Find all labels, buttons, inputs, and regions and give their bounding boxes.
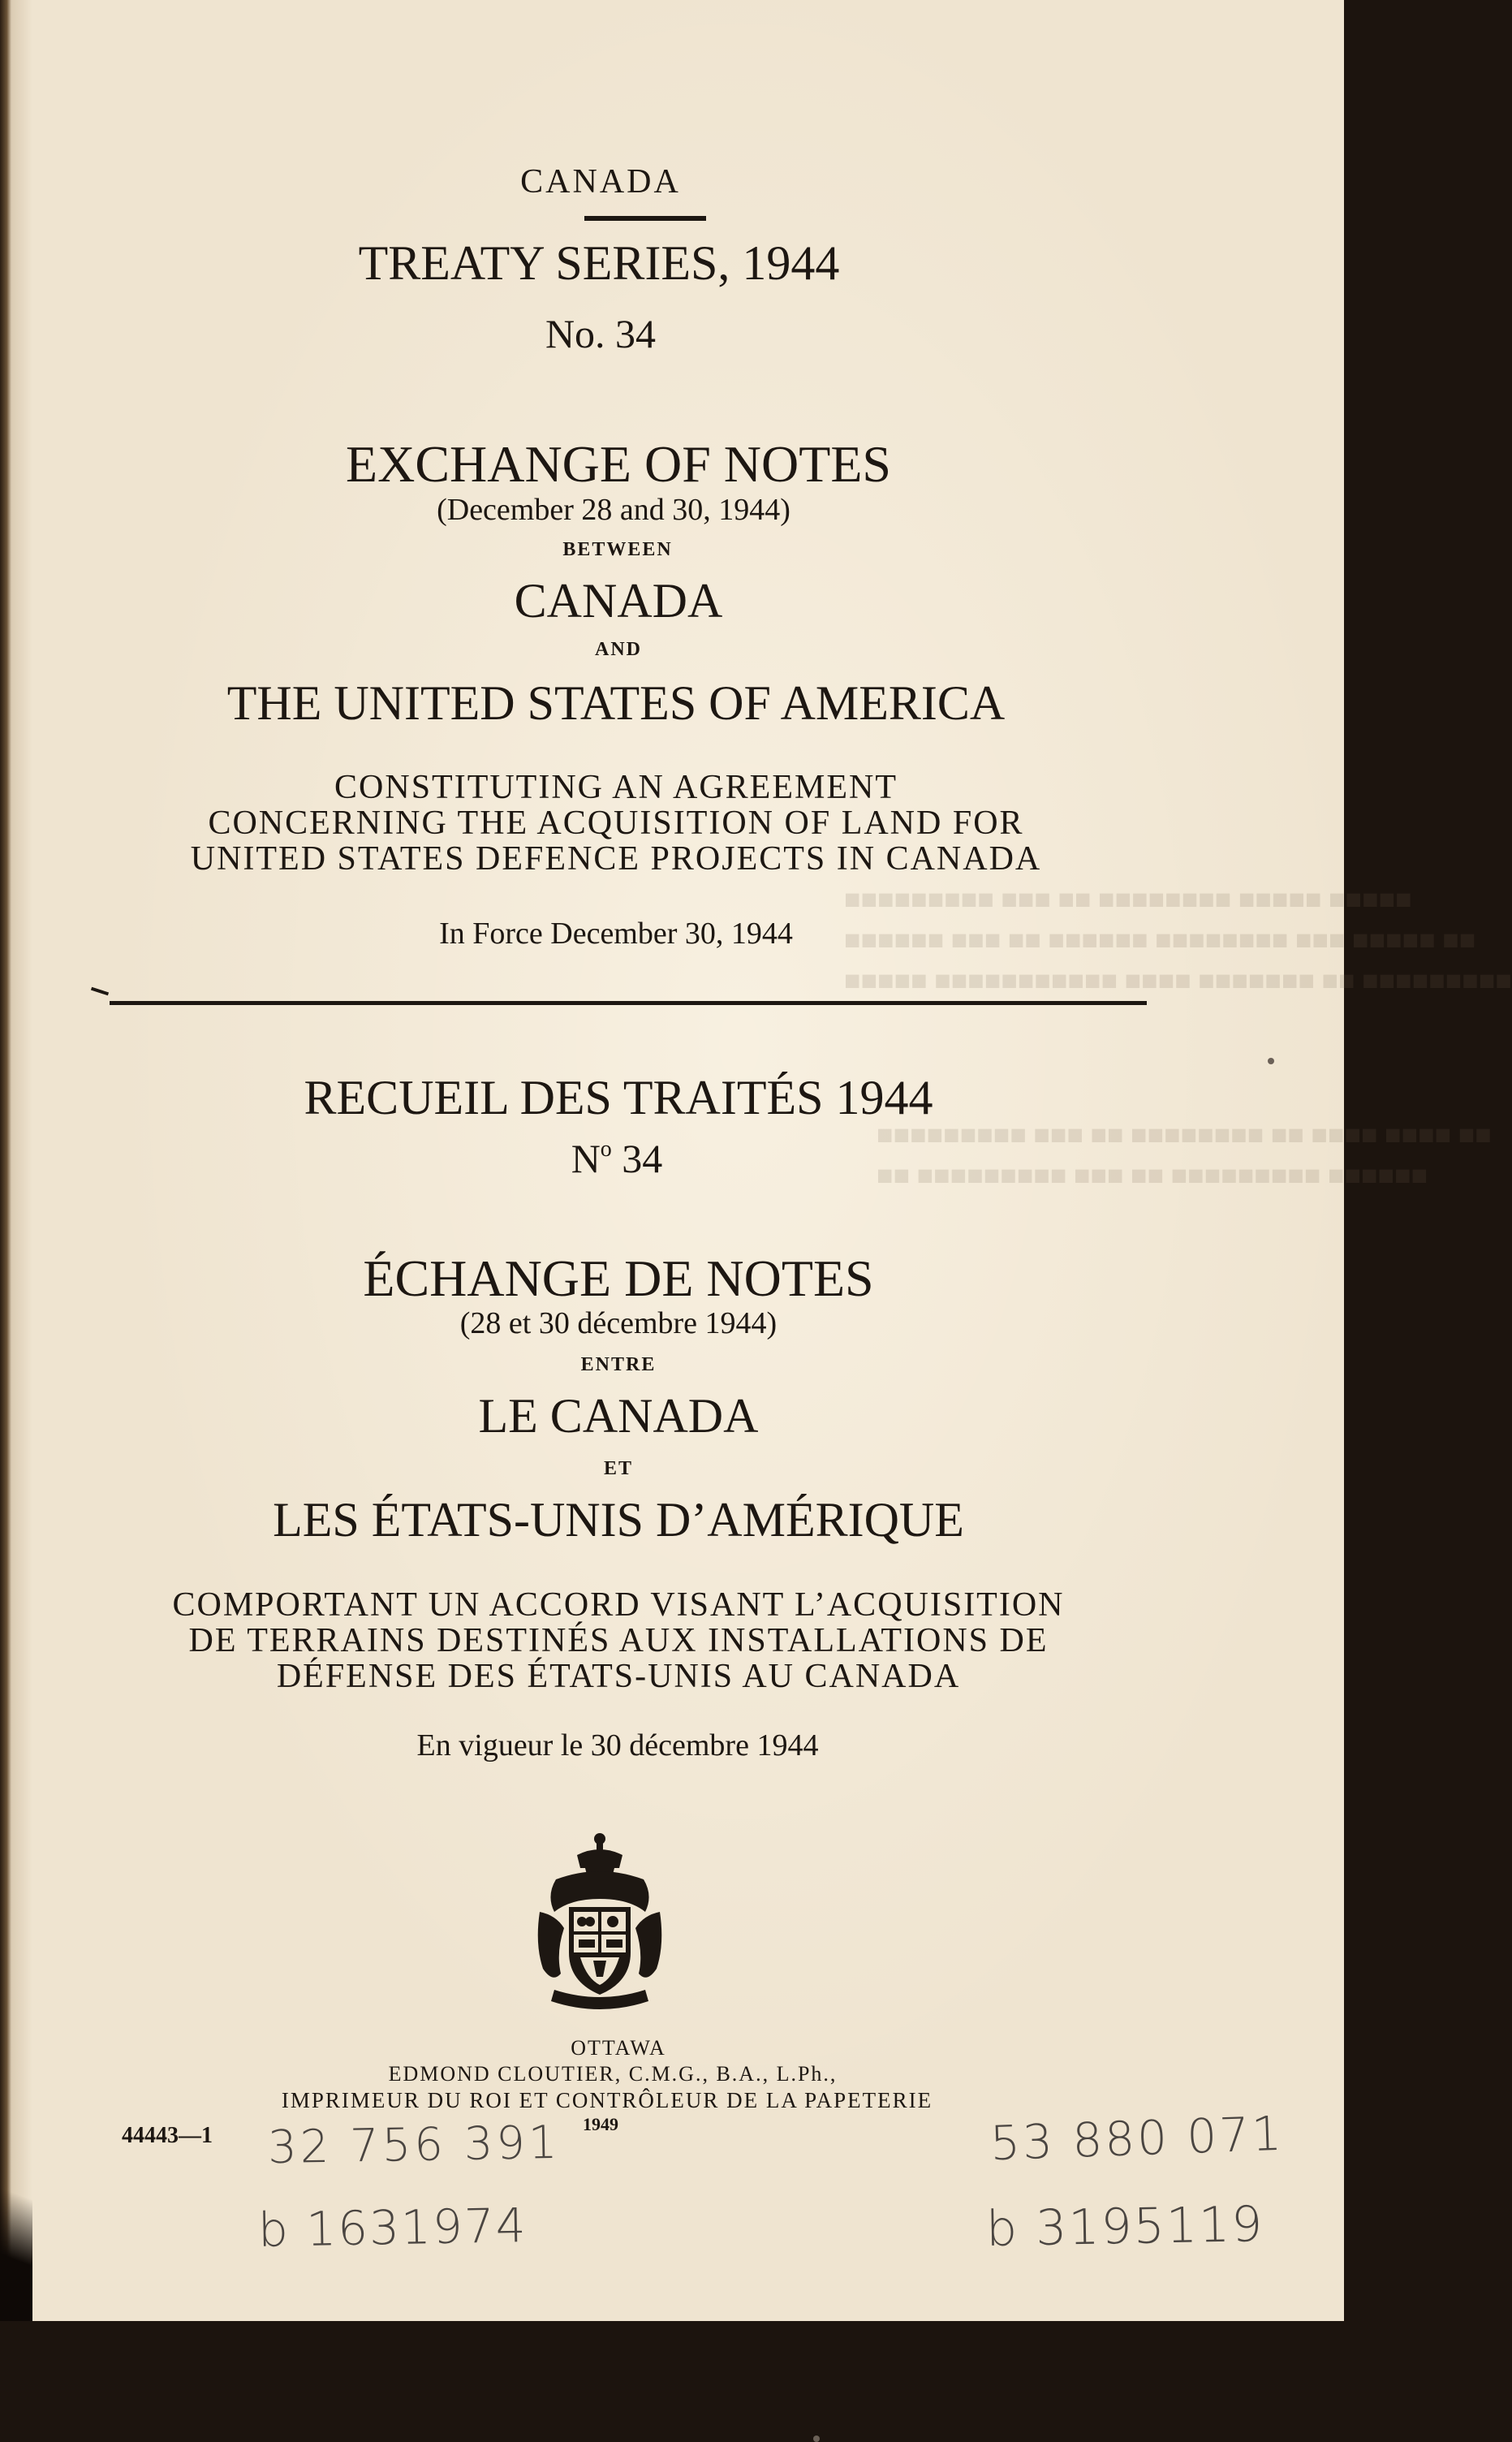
show-through-text: ■■■■■ ■■■■■ ■■■■■■■■ ■■ ■■■ ■■■■■■■■■	[844, 885, 1412, 915]
print-code: 44443—1	[122, 2123, 213, 2148]
divider-tick	[91, 987, 109, 996]
treaty-series-title: TREATY SERIES, 1944	[358, 236, 840, 290]
imprint-printer: EDMOND CLOUTIER, C.M.G., B.A., L.Ph.,	[388, 2062, 838, 2086]
document-type: EXCHANGE OF NOTES	[346, 435, 891, 493]
imprint-title: IMPRIMEUR DU ROI ET CONTRÔLEUR DE LA PAPETERIE	[281, 2088, 933, 2112]
between-label: BETWEEN	[562, 539, 673, 560]
subject-line-2: CONCERNING THE ACQUISITION OF LAND FOR	[208, 805, 1024, 842]
recueil-number-value: 34	[611, 1136, 663, 1181]
coat-of-arms-icon	[532, 1831, 668, 2016]
echange-dates: (28 et 30 décembre 1944)	[459, 1306, 778, 1340]
french-subject-line-2: DE TERRAINS DESTINÉS AUX INSTALLATIONS DE	[188, 1622, 1049, 1659]
echange-title: ÉCHANGE DE NOTES	[363, 1249, 874, 1307]
recueil-title: RECUEIL DES TRAITÉS 1944	[304, 1071, 933, 1124]
paper-speck	[813, 2436, 820, 2442]
imprint-year: 1949	[583, 2114, 618, 2134]
french-subject-line-3: DÉFENSE DES ÉTATS-UNIS AU CANADA	[276, 1658, 961, 1695]
recueil-number	[0, 1135, 1289, 1182]
french-in-force-date: En vigueur le 30 décembre 1944	[416, 1728, 819, 1762]
recueil-number-sup: o	[600, 1137, 612, 1162]
party-two: THE UNITED STATES OF AMERICA	[226, 676, 1006, 730]
document-dates: (December 28 and 30, 1944)	[437, 493, 790, 527]
in-force-date: In Force December 30, 1944	[439, 917, 793, 951]
subject-line-1: CONSTITUTING AN AGREEMENT	[334, 769, 898, 806]
entre-label: ENTRE	[580, 1354, 657, 1375]
treaty-number: No. 34	[545, 311, 657, 356]
handwritten-number-right-top: 53 880 071	[989, 2105, 1286, 2172]
page-corner-shadow	[0, 2142, 32, 2321]
french-party-two: LES ÉTATS-UNIS D’AMÉRIQUE	[273, 1493, 964, 1547]
party-one: CANADA	[514, 574, 723, 628]
language-divider	[110, 1001, 1147, 1005]
show-through-text: ■■■■■■ ■■■■■■■■■ ■■ ■■■ ■■■■■■■■■ ■■	[877, 1161, 1428, 1191]
handwritten-number-right-bottom: b 3195119	[985, 2196, 1264, 2258]
et-label: ET	[603, 1458, 633, 1479]
handwritten-number-left-top: 32 756 391	[267, 2116, 562, 2175]
imprint-city: OTTAWA	[571, 2036, 666, 2060]
handwritten-number-left-bottom: b 1631974	[257, 2198, 528, 2258]
show-through-text: ■■■■■■■■■ ■■ ■■■■■■■ ■■■■ ■■■■■■■■■■■ ■■■■■	[844, 966, 1512, 996]
country-heading: CANADA	[520, 163, 681, 201]
recueil-number-prefix: N	[571, 1136, 601, 1181]
french-party-one: LE CANADA	[478, 1389, 759, 1443]
title-rule	[584, 216, 706, 221]
and-label: AND	[595, 639, 642, 660]
show-through-text: ■■ ■■■■ ■■■■ ■■ ■■■■■■■■ ■■ ■■■ ■■■■■■■■■	[877, 1120, 1492, 1150]
paper-speck	[1268, 1058, 1274, 1064]
french-subject-line-1: COMPORTANT UN ACCORD VISANT L’ACQUISITION	[172, 1586, 1065, 1624]
show-through-text: ■■ ■■■■■ ■■■ ■■■■■■■■ ■■■■■■ ■■ ■■■ ■■■■■■	[844, 925, 1476, 956]
subject-line-3: UNITED STATES DEFENCE PROJECTS IN CANADA	[190, 840, 1042, 878]
